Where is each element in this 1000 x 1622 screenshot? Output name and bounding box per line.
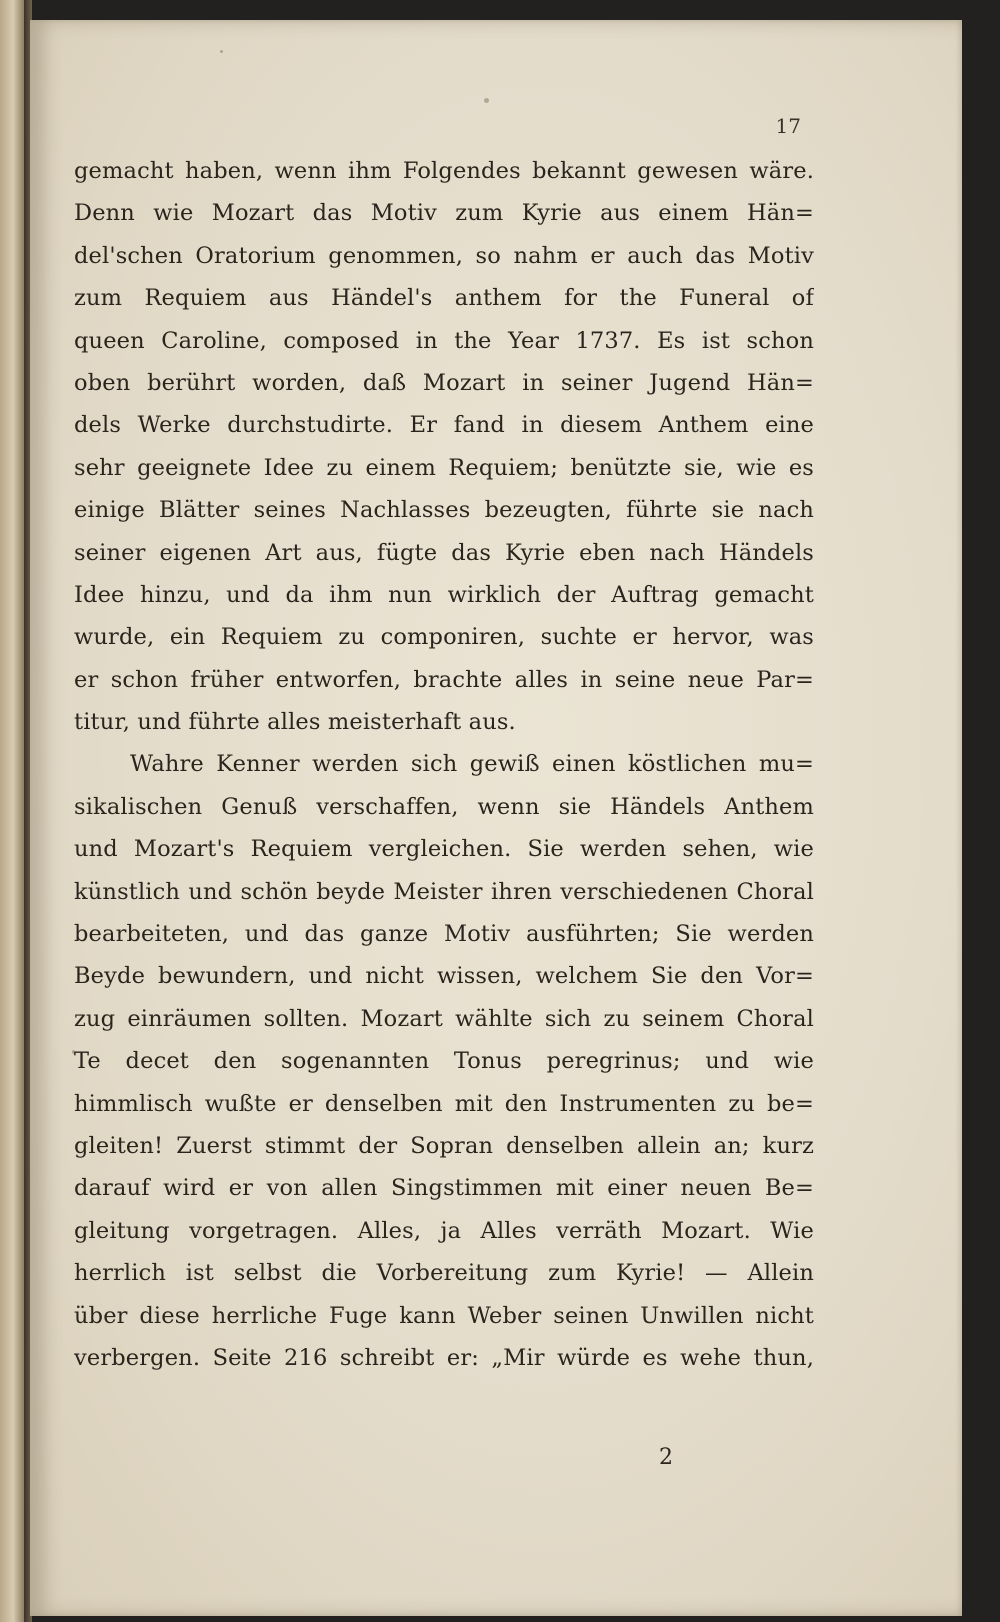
page-body-text [74, 150, 814, 1379]
text-line: Wahre Kenner werden sich gewiß einen köstlichen mu= [130, 751, 814, 778]
text-line: herrlich ist selbst die Vorbereitung zum Kyrie! — Allein [74, 1260, 814, 1287]
text-line: über diese herrliche Fuge kann Weber seinen Unwillen nicht [74, 1302, 814, 1329]
text-line: gemacht haben, wenn ihm Folgendes bekannt gewesen wäre. [74, 158, 814, 184]
paragraph-2 [74, 743, 814, 1379]
paper-speck [484, 98, 489, 103]
text-line: Te decet den sogenannten Tonus peregrinus; und wie [74, 1048, 814, 1075]
text-line: sehr geeignete Idee zu einem Requiem; benützte sie, wie es [74, 454, 814, 481]
text-line: darauf wird er von allen Singstimmen mit einer neuen Be= [74, 1175, 814, 1202]
page-number: 17 [775, 114, 801, 138]
text-line: gleiten! Zuerst stimmt der Sopran denselben allein an; kurz [74, 1132, 814, 1159]
text-line: titur, und führte alles meisterhaft aus. [74, 709, 516, 736]
previous-page-edge [0, 0, 24, 1622]
text-line: künstlich und schön beyde Meister ihren verschiedenen Choral [74, 878, 814, 905]
text-line: bearbeiteten, und das ganze Motiv ausführten; Sie werden [74, 921, 814, 948]
text-line: Idee hinzu, und da ihm nun wirklich der Auftrag gemacht [74, 581, 814, 608]
text-line: zum Requiem aus Händel's anthem for the Funeral of [74, 285, 814, 312]
text-line: gleitung vorgetragen. Alles, ja Alles verräth Mozart. Wie [74, 1217, 814, 1244]
text-line: oben berührt worden, daß Mozart in seiner Jugend Hän= [74, 369, 814, 396]
text-line: wurde, ein Requiem zu componiren, suchte er hervor, was [74, 624, 814, 651]
text-line: einige Blätter seines Nachlasses bezeugten, führte sie nach [74, 497, 814, 524]
text-line: Denn wie Mozart das Motiv zum Kyrie aus einem Hän= [74, 200, 814, 227]
text-line: Beyde bewundern, und nicht wissen, welchem Sie den Vor= [74, 963, 814, 990]
text-line: verbergen. Seite 216 schreibt er: „Mir würde es wehe thun, [74, 1344, 814, 1371]
text-line: und Mozart's Requiem vergleichen. Sie werden sehen, wie [74, 836, 814, 863]
text-line: sikalischen Genuß verschaffen, wenn sie Händels Anthem [74, 793, 814, 820]
text-line: himmlisch wußte er denselben mit den Instrumenten zu be= [74, 1090, 814, 1117]
text-line: seiner eigenen Art aus, fügte das Kyrie eben nach Händels [74, 539, 814, 566]
signature-mark: 2 [659, 1445, 673, 1470]
text-line: del'schen Oratorium genommen, so nahm er auch das Motiv [74, 242, 814, 269]
paper-speck [220, 50, 223, 53]
text-line: er schon früher entworfen, brachte alles in seine neue Par= [74, 666, 814, 693]
paragraph-1 [74, 150, 814, 743]
text-line: queen Caroline, composed in the Year 1737. Es ist schon [74, 327, 814, 354]
text-line: zug einräumen sollten. Mozart wählte sich zu seinem Choral [74, 1005, 814, 1032]
text-line: dels Werke durchstudirte. Er fand in diesem Anthem eine [74, 412, 814, 439]
